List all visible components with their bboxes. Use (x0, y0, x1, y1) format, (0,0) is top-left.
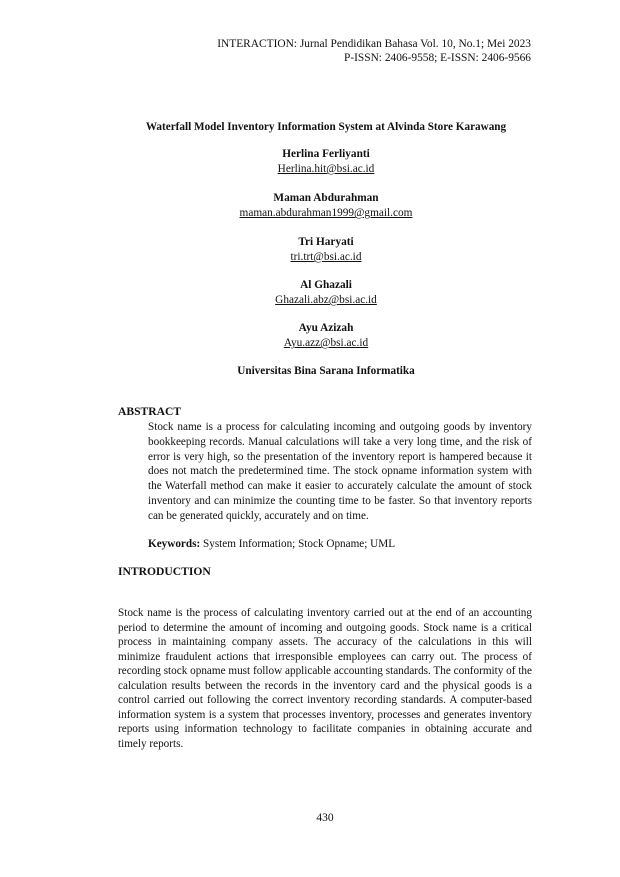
introduction-text: Stock name is the process of calculating inventory carried out at the end of an accounting period to determine the amount of incoming and outgoing goods. Stock name is a critical process in maintaining company assets. The accuracy of the calculations in this will minimize fraudulent actions that irresponsible employees can carry out. The process of recording stock opname must follow applicable accounting standards. The conformity of the calculation results between the records in the inventory card and the physical goods is a control carried out following the correct inventory recording standards. A computer-based information system is a system that processes inventory, processes and generates inventory reports using information technology to facilitate companies in obtaining accurate and timely reports. (118, 607, 532, 750)
keywords (148, 537, 532, 552)
author-name: Ayu Azizah (298, 322, 354, 334)
page-number: 430 (316, 812, 334, 824)
author-block (100, 147, 552, 177)
author-name: Maman Abdurahman (273, 192, 379, 204)
author-block (100, 321, 552, 351)
journal-title-line: INTERACTION: Jurnal Pendidikan Bahasa Vol. 10, No.1; Mei 2023 (217, 38, 531, 50)
keywords-label: Keywords: (148, 538, 201, 550)
author-email[interactable]: tri.trt@bsi.ac.id (290, 251, 362, 263)
author-name: Herlina Ferliyanti (282, 148, 370, 160)
author-email[interactable]: maman.abdurahman1999@gmail.com (239, 207, 413, 219)
author-block (100, 235, 552, 265)
paper-title: Waterfall Model Inventory Information System at Alvinda Store Karawang (145, 121, 507, 133)
author-name: Tri Haryati (298, 236, 354, 248)
introduction-heading: INTRODUCTION (118, 565, 211, 578)
issn-line: P-ISSN: 2406-9558; E-ISSN: 2406-9566 (343, 52, 531, 64)
keywords-text: System Information; Stock Opname; UML (200, 538, 396, 550)
affiliation: Universitas Bina Sarana Informatika (237, 365, 415, 377)
author-email[interactable]: Herlina.hit@bsi.ac.id (277, 163, 375, 175)
author-name: Al Ghazali (300, 279, 352, 291)
author-block (100, 191, 552, 221)
abstract-heading: ABSTRACT (118, 405, 182, 418)
author-email[interactable]: Ghazali.abz@bsi.ac.id (275, 294, 377, 306)
author-email[interactable]: Ayu.azz@bsi.ac.id (283, 337, 369, 349)
author-block (100, 278, 552, 308)
journal-header (217, 37, 531, 65)
abstract-text: Stock name is a process for calculating incoming and outgoing goods by inventory bookkeeping records. Manual calculations will take a very long time, and the risk of error is very high, so the presentation of the inventory report is hampered because it does not match the predetermined time. The stock opname information system with the Waterfall method can make it easier to accurately calculate the amount of stock inventory and can minimize the counting time to be faster. So that inventory reports can be generated quickly, accurately and on time. (148, 421, 532, 522)
